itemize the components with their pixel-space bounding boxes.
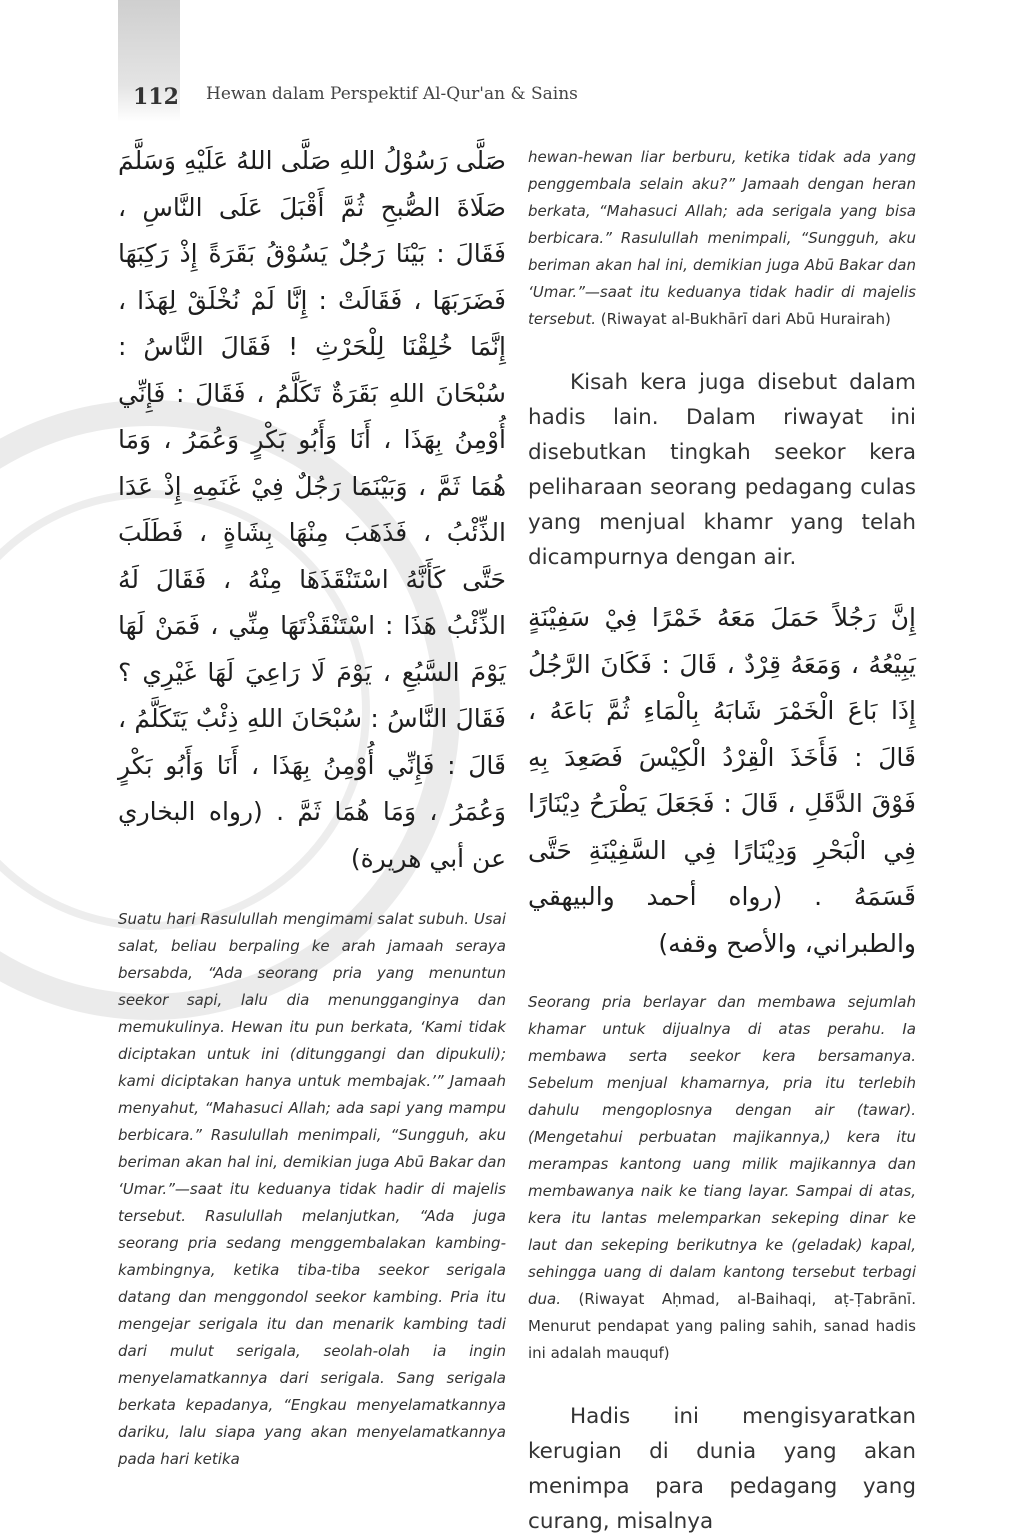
body-paragraph: Kisah kera juga disebut dalam hadis lain. Dalam riwayat ini disebutkan tingkah seekor kera peliharaan seorang pedagang culas yang menjual khamr yang telah dicampurnya dengan air. — [528, 370, 916, 570]
arabic-hadith-2: إِنَّ رَجُلاً حَمَلَ مَعَهُ خَمْرًا فِيْ سَفِيْنَةٍ يَبِيْعُهُ ، وَمَعَهُ قِرْدٌ ، قَالَ : فَكَانَ الرَّجُلُ إِذَا بَاعَ الْخَمْرَ شَابَهُ بِالْمَاءِ ثُمَّ بَاعَهُ ، قَالَ : فَأَخَذَ الْقِرْدُ الْكِيْسَ فَصَعِدَ بِهِ فَوْقَ الدَّقَلِ ، قَالَ : فَجَعَلَ يَطْرَحُ دِيْنَارًا فِي الْبَحْرِ وَدِيْنَارًا فِي السَّفِيْنَةِ حَتَّى قَسَمَهُ . (رواه أحمد والبيهقي والطبراني، والأصح وقفه) — [528, 603, 916, 958]
translation-source: (Riwayat al-Bukhārī dari Abū Hurairah) — [600, 310, 891, 328]
running-title: Hewan dalam Perspektif Al-Qur'an & Sains — [206, 84, 578, 104]
hadith-translation-continued — [528, 144, 916, 333]
right-column — [528, 144, 916, 1539]
hadith-translation-2 — [528, 989, 916, 1367]
page-number: 112 — [133, 84, 179, 110]
body-paragraph: Hadis ini mengisyaratkan kerugian di dunia yang akan menimpa para pedagang yang curang, misalnya — [528, 1404, 916, 1534]
translation-source: (Riwayat Aḥmad, al-Baihaqi, aṭ-Ṭabrānī. Menurut pendapat yang paling sahih, sanad hadis ini adalah mauquf) — [528, 1290, 916, 1362]
arabic-hadith: صَلَّى رَسُوْلُ اللهِ صَلَّى اللهُ عَلَيْهِ وَسَلَّمَ صَلَاةَ الصُّبحِ ثُمَّ أَقْبَلَ عَلَى النَّاسِ ، فَقَالَ : بَيْنَا رَجُلٌ يَسُوْقُ بَقَرَةً إِذْ رَكِبَهَا فَضَرَبَهَا ، فَقَالَتْ : إِنَّا لَمْ نُخْلَقْ لِهَذَا ، إِنَّمَا خُلِقْنَا لِلْحَرْثِ ! فَقَالَ النَّاسُ : سُبْحَانَ اللهِ بَقَرَةٌ تَكَلَّمُ ، فَقَالَ : فَإِنِّي أُوْمِنُ بِهَذَا ، أَنَا وَأَبُو بَكْرٍ وَعُمَرُ ، وَمَا هُمَا ثَمَّ ، وَبَيْنَمَا رَجُلٌ فِيْ غَنَمِهِ إِذْ عَدَا الذِّئْبُ ، فَذَهَبَ مِنْهَا بِشَاةٍ ، فَطَلَبَ حَتَّى كَأَنَّهُ اسْتَنْقَذَهَا مِنْهُ ، فَقَالَ لَهُ الذِّئْبُ هَذَا : اسْتَنْقَذْتَهَا مِنِّي ، فَمَنْ لَهَا يَوْمَ السَّبُعِ ، يَوْمَ لَا رَاعِيَ لَهَا غَيْرِي ؟ فَقَالَ النَّاسُ : سُبْحَانَ اللهِ ذِئْبٌ يَتَكَلَّمُ ، قَالَ : فَإِنِّي أُوْمِنُ بِهَذَا ، أَنَا وَأَبُو بَكْرٍ وَعُمَرُ ، وَمَا هُمَا ثَمَّ . (رواه البخاري عن أبي هريرة) — [118, 146, 506, 873]
hadith-translation: Suatu hari Rasulullah mengimami salat subuh. Usai salat, beliau berpaling ke arah jamaah seraya bersabda, “Ada seorang pria yang menuntun seekor sapi, lalu dia menungganginya dan memukulinya. Hewan itu pun berkata, ‘Kami tidak diciptakan untuk ini (ditunggangi dan dipukuli); kami diciptakan hanya untuk membajak.’” Jamaah menyahut, “Mahasuci Allah; ada sapi yang mampu berbicara.” Rasulullah menimpali, “Sungguh, aku beriman akan hal ini, demikian juga Abū Bakar dan ‘Umar.”—saat itu keduanya tidak hadir di majelis tersebut. Rasulullah melanjutkan, “Ada juga seorang pria sedang menggembalakan kambing-kambingnya, ketika tiba-tiba seekor serigala datang dan menggondol seekor kambing. Pria itu mengejar serigala itu dan menarik kambing tadi dari mulut serigala, seolah-olah ia ingin menyelamatkannya dari serigala. Sang serigala berkata kepadanya, “Engkau menyelamatkannya dariku, lalu siapa yang akan menyelamatkannya pada hari ketika — [118, 910, 506, 1468]
translation-text: Seorang pria berlayar dan membawa sejumlah khamar untuk dijualnya di atas perahu. Ia membawa serta seekor kera bersamanya. Sebelum menjual khamarnya, pria itu terlebih dahulu mengoplosnya dengan air (tawar). (Mengetahui perbuatan majikannya,) kera itu merampas kantong uang milik majikannya dan membawanya naik ke tiang layar. Sampai di atas, kera itu lantas melemparkan sekeping dinar ke laut dan sekeping berikutnya ke (geladak) kapal, sehingga uang di dalam kantong tersebut terbagi dua. — [528, 993, 916, 1308]
translation-text: hewan-hewan liar berburu, ketika tidak ada yang penggembala selain aku?” Jamaah dengan heran berkata, “Mahasuci Allah; ada serigala yang bisa berbicara.” Rasulullah menimpali, “Sungguh, aku beriman akan hal ini, demikian juga Abū Bakar dan ‘Umar.”—saat itu keduanya tidak hadir di majelis tersebut. — [528, 148, 916, 328]
left-column — [118, 138, 506, 1473]
